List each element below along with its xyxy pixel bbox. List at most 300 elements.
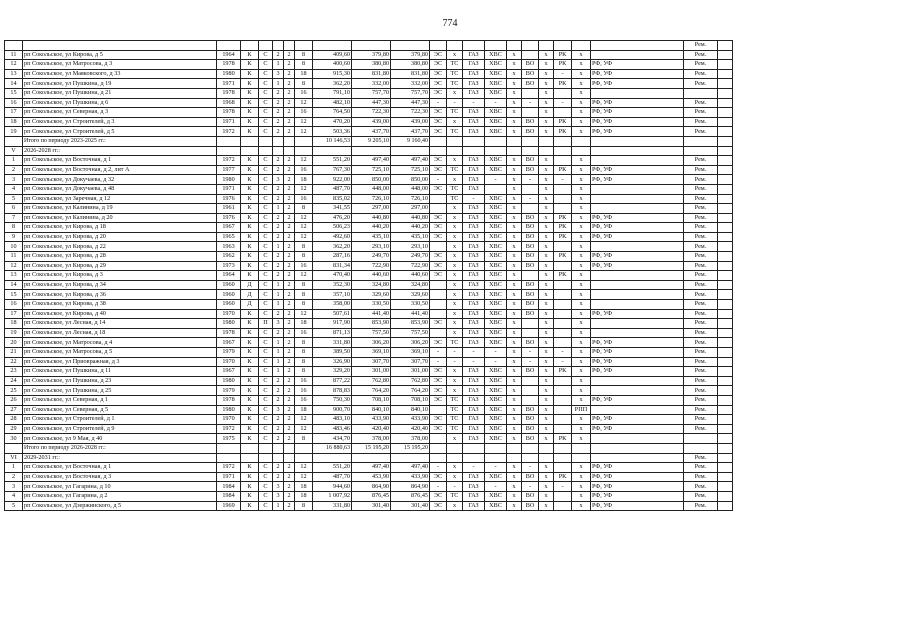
- table-cell: х: [572, 261, 591, 271]
- table-cell: ХВС: [485, 424, 507, 434]
- table-cell: х: [447, 319, 463, 329]
- table-cell: х: [507, 328, 522, 338]
- table-cell: х: [572, 204, 591, 214]
- table-cell: 15: [5, 290, 23, 300]
- table-cell: С: [259, 280, 273, 290]
- table-cell: 2: [284, 98, 295, 108]
- table-row: [5, 232, 733, 242]
- table-cell: [684, 146, 718, 156]
- table-row: [5, 156, 733, 166]
- table-cell: ГАЗ: [463, 434, 485, 444]
- table-cell: РФ, УФ: [591, 223, 684, 233]
- table-cell: х: [539, 175, 554, 185]
- table-cell: С: [259, 242, 273, 252]
- table-cell: Рем.: [684, 232, 718, 242]
- table-cell: ТС: [447, 405, 463, 415]
- table-cell: 16: [295, 395, 313, 405]
- table-cell: 331,80: [313, 501, 352, 511]
- table-cell: 16 880,63: [313, 443, 352, 453]
- table-cell: [430, 309, 447, 319]
- table-cell: 1971: [217, 79, 241, 89]
- table-cell: 876,45: [391, 491, 430, 501]
- table-cell: х: [507, 405, 522, 415]
- table-cell: 8: [295, 79, 313, 89]
- table-cell: х: [572, 184, 591, 194]
- table-cell: 850,00: [391, 175, 430, 185]
- table-cell: 915,30: [313, 69, 352, 79]
- table-cell: ХВС: [485, 50, 507, 60]
- table-cell: РФ, УФ: [591, 491, 684, 501]
- table-cell: [718, 367, 733, 377]
- table-cell: -: [522, 357, 539, 367]
- table-cell: [554, 453, 572, 463]
- table-cell: 441,40: [391, 309, 430, 319]
- table-cell: 1: [273, 290, 284, 300]
- table-row: [5, 242, 733, 252]
- table-cell: [352, 453, 391, 463]
- table-cell: ХВС: [485, 127, 507, 137]
- table-cell: Рем.: [684, 175, 718, 185]
- table-cell: [572, 443, 591, 453]
- table-cell: 1977: [217, 165, 241, 175]
- table-cell: [554, 280, 572, 290]
- table-cell: -: [522, 482, 539, 492]
- table-cell: 726,10: [391, 194, 430, 204]
- table-cell: РК: [554, 60, 572, 70]
- table-cell: ГАЗ: [463, 300, 485, 310]
- table-cell: х: [507, 223, 522, 233]
- table-cell: 2: [273, 117, 284, 127]
- table-cell: 2: [273, 127, 284, 137]
- table-cell: [430, 242, 447, 252]
- table-cell: х: [572, 69, 591, 79]
- table-cell: рп Сокольское, ул Северная, д 1: [23, 395, 217, 405]
- table-cell: 2: [284, 472, 295, 482]
- table-cell: 332,00: [391, 79, 430, 89]
- table-cell: [273, 453, 284, 463]
- table-cell: рп Сокольское, ул Докучаева, д 48: [23, 184, 217, 194]
- table-cell: 2: [273, 395, 284, 405]
- table-cell: 16: [295, 261, 313, 271]
- table-cell: 3: [273, 319, 284, 329]
- table-cell: 341,55: [313, 204, 352, 214]
- table-cell: РФ, УФ: [591, 79, 684, 89]
- table-cell: 301,00: [391, 367, 430, 377]
- table-cell: ГАЗ: [463, 50, 485, 60]
- table-cell: [430, 290, 447, 300]
- table-cell: [718, 328, 733, 338]
- table-cell: х: [447, 271, 463, 281]
- table-cell: 389,50: [313, 348, 352, 358]
- table-row: [5, 395, 733, 405]
- table-cell: 492,60: [313, 232, 352, 242]
- table-cell: Рем.: [684, 165, 718, 175]
- table-cell: -: [522, 175, 539, 185]
- table-cell: С: [259, 405, 273, 415]
- table-cell: ГАЗ: [463, 232, 485, 242]
- table-cell: ГАЗ: [463, 405, 485, 415]
- table-cell: ЭС: [430, 232, 447, 242]
- table-cell: К: [241, 482, 259, 492]
- table-cell: ВО: [522, 405, 539, 415]
- table-cell: ГАЗ: [463, 60, 485, 70]
- table-cell: ХВС: [485, 165, 507, 175]
- table-cell: 2: [273, 252, 284, 262]
- table-cell: -: [522, 194, 539, 204]
- table-cell: 2: [284, 290, 295, 300]
- table-cell: 497,40: [352, 156, 391, 166]
- table-cell: ХВС: [485, 300, 507, 310]
- table-cell: ГАЗ: [463, 491, 485, 501]
- table-cell: РФ, УФ: [591, 175, 684, 185]
- table-cell: х: [572, 376, 591, 386]
- table-cell: х: [507, 156, 522, 166]
- table-cell: 17: [5, 108, 23, 118]
- table-cell: 301,00: [352, 367, 391, 377]
- table-cell: 16: [295, 108, 313, 118]
- table-cell: [284, 146, 295, 156]
- table-cell: 2: [273, 213, 284, 223]
- table-cell: ГАЗ: [463, 252, 485, 262]
- table-cell: [591, 204, 684, 214]
- table-cell: х: [572, 309, 591, 319]
- table-cell: рп Сокольское, ул Заречная, д 12: [23, 194, 217, 204]
- table-cell: ГАЗ: [463, 309, 485, 319]
- table-cell: х: [539, 79, 554, 89]
- table-cell: [284, 41, 295, 51]
- table-cell: х: [572, 463, 591, 473]
- table-cell: х: [539, 50, 554, 60]
- table-cell: Рем.: [684, 367, 718, 377]
- table-cell: [718, 376, 733, 386]
- table-cell: х: [539, 472, 554, 482]
- table-cell: К: [241, 405, 259, 415]
- table-cell: х: [539, 319, 554, 329]
- table-cell: Рем.: [684, 184, 718, 194]
- table-cell: [430, 41, 447, 51]
- table-cell: х: [539, 156, 554, 166]
- table-cell: ТС: [447, 395, 463, 405]
- table-row: [5, 300, 733, 310]
- table-cell: х: [447, 290, 463, 300]
- table-cell: [391, 41, 430, 51]
- table-cell: 2: [273, 472, 284, 482]
- table-cell: х: [447, 223, 463, 233]
- table-cell: х: [507, 232, 522, 242]
- table-cell: 17: [5, 309, 23, 319]
- table-cell: [522, 146, 539, 156]
- table-cell: 757,50: [391, 328, 430, 338]
- table-cell: [485, 453, 507, 463]
- table-cell: С: [259, 60, 273, 70]
- table-cell: [241, 41, 259, 51]
- table-cell: 764,50: [313, 108, 352, 118]
- table-cell: -: [485, 98, 507, 108]
- table-cell: [591, 328, 684, 338]
- table-cell: 18: [5, 319, 23, 329]
- table-cell: х: [447, 280, 463, 290]
- table-cell: С: [259, 175, 273, 185]
- table-cell: х: [539, 338, 554, 348]
- table-cell: -: [463, 98, 485, 108]
- table-cell: [554, 338, 572, 348]
- table-cell: 8: [295, 300, 313, 310]
- table-cell: РФ, УФ: [591, 108, 684, 118]
- table-cell: ХВС: [485, 280, 507, 290]
- table-cell: х: [507, 252, 522, 262]
- table-cell: ТС: [447, 69, 463, 79]
- table-cell: РФ, УФ: [591, 60, 684, 70]
- table-cell: Рем.: [684, 156, 718, 166]
- table-cell: 1961: [217, 204, 241, 214]
- table-cell: х: [572, 357, 591, 367]
- table-cell: 19: [5, 328, 23, 338]
- table-cell: рп Сокольское, ул Северная, д 3: [23, 108, 217, 118]
- table-cell: 352,30: [313, 280, 352, 290]
- table-cell: х: [572, 300, 591, 310]
- table-cell: ХВС: [485, 395, 507, 405]
- table-cell: РФ, УФ: [591, 309, 684, 319]
- table-cell: ВО: [522, 338, 539, 348]
- table-cell: 506,23: [313, 223, 352, 233]
- table-cell: [447, 443, 463, 453]
- table-cell: С: [259, 165, 273, 175]
- table-cell: [295, 136, 313, 146]
- table-cell: х: [447, 213, 463, 223]
- table-cell: К: [241, 242, 259, 252]
- table-cell: х: [539, 501, 554, 511]
- table-cell: х: [447, 242, 463, 252]
- table-cell: х: [539, 395, 554, 405]
- table-cell: [718, 146, 733, 156]
- table-cell: [591, 136, 684, 146]
- table-cell: 306,20: [391, 338, 430, 348]
- table-cell: 439,00: [352, 117, 391, 127]
- table-cell: рп Сокольское, ул Строителей, д 9: [23, 424, 217, 434]
- table-cell: [430, 453, 447, 463]
- table-cell: [5, 443, 23, 453]
- table-cell: 470,40: [313, 271, 352, 281]
- table-cell: 2: [5, 472, 23, 482]
- table-cell: [522, 41, 539, 51]
- table-cell: х: [572, 165, 591, 175]
- table-cell: 439,00: [391, 117, 430, 127]
- table-cell: РФ, УФ: [591, 472, 684, 482]
- table-cell: 332,00: [352, 79, 391, 89]
- table-cell: Рем.: [684, 242, 718, 252]
- table-cell: 447,30: [352, 98, 391, 108]
- table-cell: С: [259, 290, 273, 300]
- table-cell: ГАЗ: [463, 184, 485, 194]
- table-cell: 1984: [217, 491, 241, 501]
- table-cell: 1971: [217, 472, 241, 482]
- table-cell: рп Сокольское, ул Лесная, д 14: [23, 319, 217, 329]
- table-cell: [554, 194, 572, 204]
- table-cell: 10 146,53: [313, 136, 352, 146]
- table-cell: ГАЗ: [463, 376, 485, 386]
- table-cell: х: [539, 60, 554, 70]
- table-cell: х: [539, 300, 554, 310]
- table-cell: 2: [273, 184, 284, 194]
- table-cell: 1970: [217, 415, 241, 425]
- table-cell: [554, 136, 572, 146]
- table-cell: К: [241, 117, 259, 127]
- table-cell: 8: [295, 280, 313, 290]
- table-cell: ЭС: [430, 424, 447, 434]
- table-row: [5, 127, 733, 137]
- table-cell: 1978: [217, 88, 241, 98]
- table-cell: 7: [5, 213, 23, 223]
- table-cell: 14: [5, 280, 23, 290]
- table-cell: 831,80: [391, 69, 430, 79]
- table-cell: РК: [554, 252, 572, 262]
- table-cell: 5: [5, 194, 23, 204]
- table-cell: х: [572, 424, 591, 434]
- table-cell: х: [539, 386, 554, 396]
- table-cell: 4: [5, 184, 23, 194]
- table-cell: ТС: [447, 424, 463, 434]
- table-cell: 2: [273, 156, 284, 166]
- table-cell: К: [241, 50, 259, 60]
- table-cell: 447,30: [391, 98, 430, 108]
- table-cell: 2: [284, 204, 295, 214]
- table-cell: ГАЗ: [463, 290, 485, 300]
- table-cell: 24: [5, 376, 23, 386]
- table-cell: х: [507, 184, 522, 194]
- table-cell: рп Сокольское, ул Приовражная, д 3: [23, 357, 217, 367]
- table-cell: х: [507, 395, 522, 405]
- table-row: [5, 184, 733, 194]
- table-cell: К: [241, 415, 259, 425]
- table-cell: 762,80: [352, 376, 391, 386]
- table-row: [5, 357, 733, 367]
- table-cell: 330,50: [391, 300, 430, 310]
- table-cell: х: [539, 194, 554, 204]
- table-cell: х: [572, 472, 591, 482]
- table-cell: ЭС: [430, 165, 447, 175]
- table-cell: ХВС: [485, 261, 507, 271]
- table-cell: 2: [284, 376, 295, 386]
- table-cell: С: [259, 367, 273, 377]
- table-cell: 1: [273, 79, 284, 89]
- table-cell: х: [572, 328, 591, 338]
- table-cell: С: [259, 156, 273, 166]
- table-cell: 551,20: [313, 463, 352, 473]
- table-cell: 329,20: [313, 367, 352, 377]
- table-cell: [463, 136, 485, 146]
- table-cell: [718, 424, 733, 434]
- table-cell: х: [539, 213, 554, 223]
- table-cell: 8: [295, 367, 313, 377]
- table-cell: 11: [5, 50, 23, 60]
- table-cell: [554, 463, 572, 473]
- table-cell: 3: [5, 175, 23, 185]
- table-cell: С: [259, 424, 273, 434]
- table-cell: 864,90: [391, 482, 430, 492]
- table-cell: ХВС: [485, 376, 507, 386]
- table-cell: 1960: [217, 290, 241, 300]
- table-cell: х: [507, 213, 522, 223]
- table-cell: 12: [295, 156, 313, 166]
- table-cell: 2: [273, 223, 284, 233]
- table-cell: РФ, УФ: [591, 415, 684, 425]
- table-cell: С: [259, 50, 273, 60]
- table-cell: [718, 386, 733, 396]
- table-cell: х: [507, 300, 522, 310]
- table-cell: ЭС: [430, 261, 447, 271]
- table-cell: [591, 443, 684, 453]
- table-cell: рп Сокольское, ул Кирова, д 38: [23, 300, 217, 310]
- table-cell: [522, 204, 539, 214]
- table-cell: [718, 127, 733, 137]
- table-cell: ТС: [447, 194, 463, 204]
- table-cell: 2: [273, 434, 284, 444]
- table-cell: [241, 453, 259, 463]
- table-cell: 25: [5, 386, 23, 396]
- table-cell: ХВС: [485, 415, 507, 425]
- table-cell: 708,10: [391, 395, 430, 405]
- table-cell: ВО: [522, 165, 539, 175]
- table-cell: 722,30: [391, 108, 430, 118]
- table-cell: х: [447, 261, 463, 271]
- table-cell: [591, 156, 684, 166]
- table-cell: 2: [273, 98, 284, 108]
- table-cell: ТС: [447, 79, 463, 89]
- table-cell: 8: [295, 338, 313, 348]
- table-cell: [572, 453, 591, 463]
- table-cell: х: [539, 348, 554, 358]
- table-cell: ТС: [447, 184, 463, 194]
- table-cell: 2: [284, 60, 295, 70]
- table-cell: ХВС: [485, 232, 507, 242]
- table-cell: 329,60: [391, 290, 430, 300]
- table-cell: [718, 175, 733, 185]
- table-cell: ХВС: [485, 472, 507, 482]
- table-cell: х: [539, 261, 554, 271]
- table-cell: ГАЗ: [463, 108, 485, 118]
- table-cell: С: [259, 184, 273, 194]
- table-cell: -: [554, 175, 572, 185]
- table-cell: 12: [295, 271, 313, 281]
- table-cell: [554, 328, 572, 338]
- table-cell: 722,90: [352, 261, 391, 271]
- table-cell: 448,00: [391, 184, 430, 194]
- table-cell: х: [507, 194, 522, 204]
- table-cell: 853,90: [391, 319, 430, 329]
- table-cell: [522, 453, 539, 463]
- table-cell: -: [485, 348, 507, 358]
- table-cell: 21: [5, 348, 23, 358]
- table-cell: [522, 376, 539, 386]
- table-cell: х: [447, 204, 463, 214]
- table-cell: [507, 136, 522, 146]
- table-cell: Д: [241, 300, 259, 310]
- table-row: [5, 204, 733, 214]
- table-cell: К: [241, 338, 259, 348]
- table-cell: Рем.: [684, 271, 718, 281]
- table-cell: ВО: [522, 117, 539, 127]
- table-cell: 1960: [217, 280, 241, 290]
- table-cell: х: [507, 309, 522, 319]
- table-cell: 18: [295, 69, 313, 79]
- table-cell: 12: [295, 127, 313, 137]
- table-cell: [591, 50, 684, 60]
- table-cell: РФ, УФ: [591, 117, 684, 127]
- table-row: [5, 60, 733, 70]
- table-cell: [591, 376, 684, 386]
- table-cell: [718, 88, 733, 98]
- table-cell: [591, 290, 684, 300]
